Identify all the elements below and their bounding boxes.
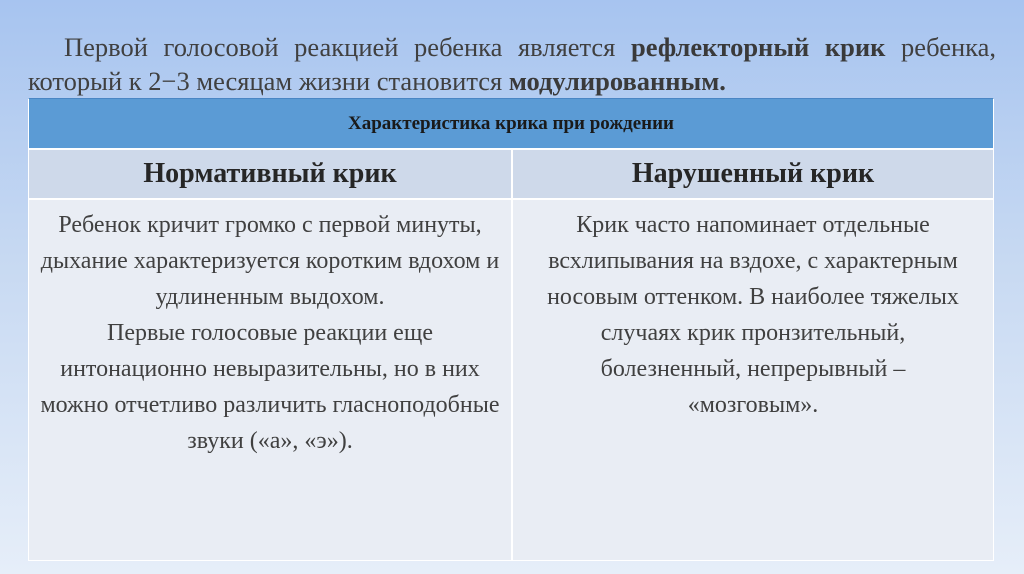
intro-text-part1: Первой голосовой реакцией ребенка является [64,32,631,62]
normative-description-p2: Первые голосовые реакции еще интонационно невыразительны, но в них можно отчетливо различить гласноподобные звуки («а», «э»). [40,320,500,454]
intro-bold-modulated: модулированным. [508,66,726,96]
normative-description-p1: Ребенок кричит громко с первой минуты, дыхание характеризуется коротким вдохом и удлиненным выдохом. [40,212,500,310]
table-caption [28,98,994,149]
cell-disturbed-description [512,199,994,561]
intro-text-part2: ребенка, который к 2−3 месяцам жизни становится [28,32,997,96]
intro-paragraph [28,30,996,98]
header-normative-cry [28,149,512,199]
intro-bold-reflex-cry: рефлекторный крик [631,32,886,62]
disturbed-description-p1: Крик часто напоминает отдельные всхлипывания на вздохе, с характерным носовым оттенком. В наиболее тяжелых случаях крик пронзительный, болезненный, непрерывный – «мозговым». [547,212,959,418]
cell-normative-description [28,199,512,561]
header-disturbed-cry-label: Нарушенный крик [631,158,875,189]
header-disturbed-cry [512,149,994,199]
table-caption-text: Характеристика крика при рождении [348,112,674,134]
header-normative-cry-label: Нормативный крик [143,158,397,189]
